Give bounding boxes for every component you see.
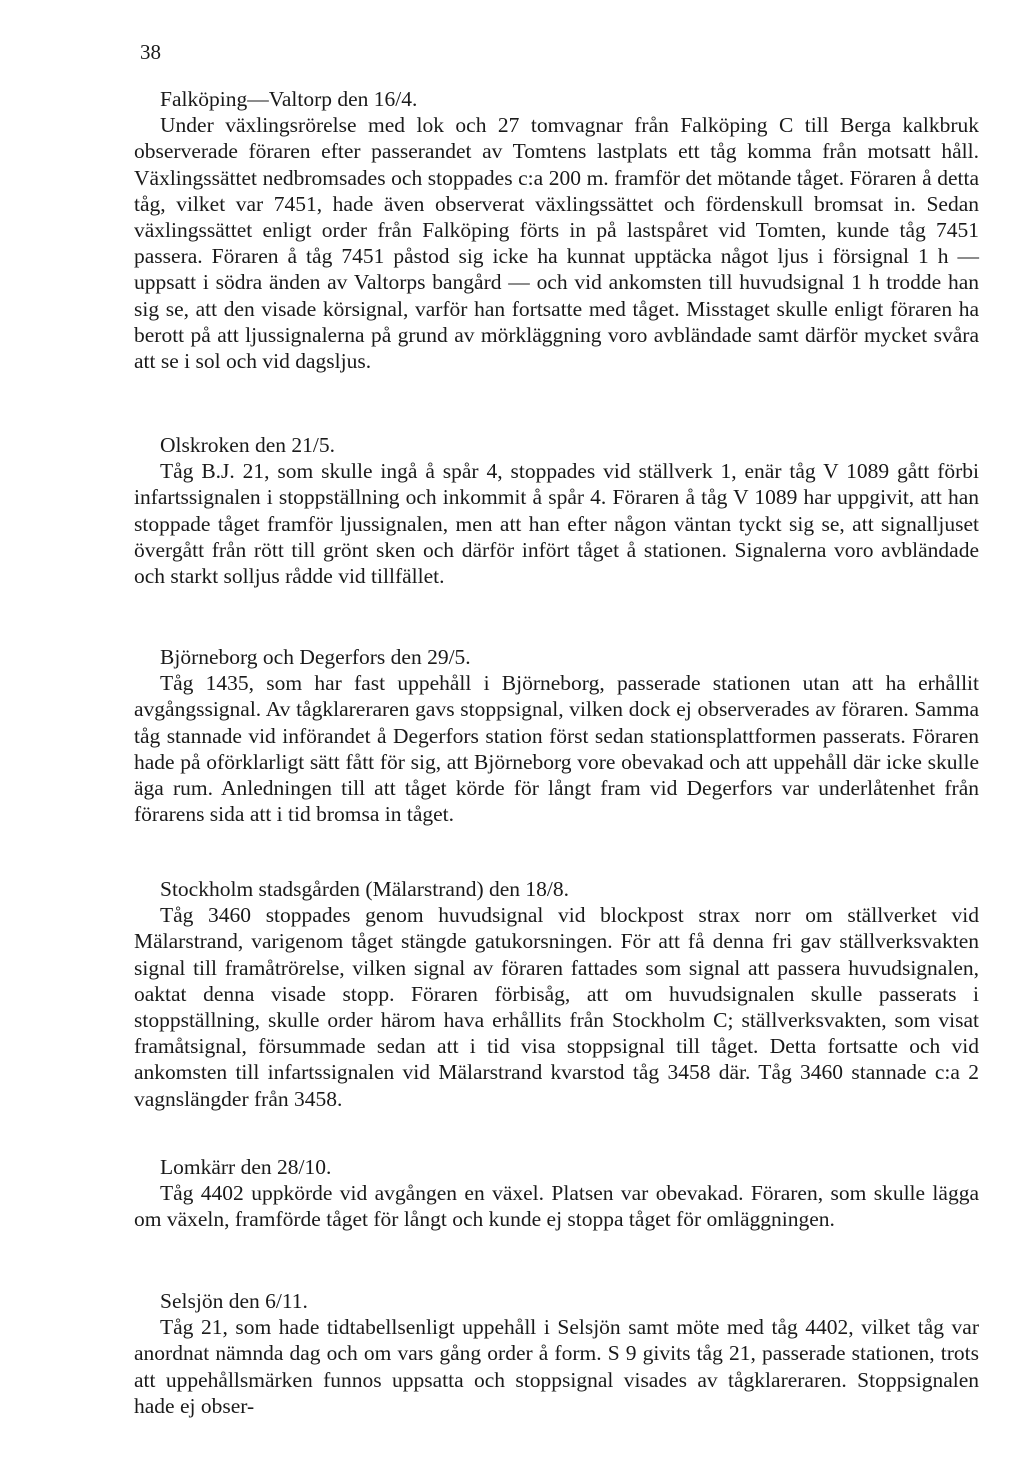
entry-body: Tåg 3460 stoppades genom huvudsignal vid blockpost strax norr om ställverket vid Mälarstrand, varigenom tåget stängde gatukorsningen. För att få denna fri gav ställverksvakten signal till framåtrörelse, vilken signal av föraren fattades som signal att passera huvudsignalen, oaktat denna visade stopp. Föraren förbisåg, att om huvudsignalen skulle passerats i stoppställning, skulle order härom hava erhållits från Stockholm C; ställverksvakten, som visat framåtsignal, försummade sedan att i tid visa stoppsignal till tåget. Detta fortsatte och vid ankomsten till infartssignalen vid Mälarstrand kvarstod tåg 3458 där. Tåg 3460 stannade c:a 2 vagnslängder från 3458.: [134, 903, 979, 1111]
entry-heading: Olskroken den 21/5.: [160, 433, 335, 457]
entry-heading: Falköping—Valtorp den 16/4.: [160, 87, 418, 111]
page-number: 38: [140, 40, 161, 64]
entry-body: Under växlingsrörelse med lok och 27 tomvagnar från Falköping C till Berga kalkbruk observerade föraren efter passerandet av Tomtens lastplats ett tåg komma från motsatt håll. Växlingssättet nedbromsades och stoppades c:a 200 m. framför det mötande tåget. Föraren å detta tåg, vilket var 7451, hade även observerat växlingssättet och fördenskull bromsat in. Sedan växlingssättet enligt order från Falköping förts in på lastspåret vid Tomten, kunde tåg 7451 passera. Föraren å tåg 7451 påstod sig icke ha kunnat upptäcka något ljus i försignal 1 h — uppsatt i södra änden av Valtorps bangård — och vid ankomsten till huvudsignal 1 h trodde han sig se, att den visade körsignal, varför han fortsatte med tåget. Misstaget skulle enligt föraren ha berott på att ljussignalerna på grund av mörkläggning voro avbländade samt därför mycket svåra att se i sol och vid dagsljus.: [134, 113, 979, 374]
incident-entry-selsjon: [134, 1288, 979, 1419]
entry-body: Tåg B.J. 21, som skulle ingå å spår 4, stoppades vid ställverk 1, enär tåg V 1089 gått förbi infartssignalen i stoppställning och inkommit å spår 4. Föraren å tåg V 1089 har uppgivit, att han stoppade tåget framför ljussignalen, men att han efter någon väntan tyckt sig se, att signalljuset övergått från rött till grönt sken och därför infört tåget å stationen. Signalerna voro avbländade och starkt solljus rådde vid tillfället.: [134, 459, 979, 589]
entry-body: Tåg 4402 uppkörde vid avgången en växel. Platsen var obevakad. Föraren, som skulle lägga om växeln, framförde tåget för långt och kunde ej stoppa tåget för omläggningen.: [134, 1181, 979, 1232]
entry-body: Tåg 1435, som har fast uppehåll i Björneborg, passerade stationen utan att ha erhållit avgångssignal. Av tågklareraren gavs stoppsignal, vilken dock ej observerades av föraren. Samma tåg stannade vid införandet å Degerfors station först sedan stationsplattformen passerats. Föraren hade på oförklarligt sätt fått för sig, att Björneborg vore obevakad och att uppehåll där icke skulle äga rum. Anledningen till att tåget körde för långt fram vid Degerfors var underlåtenhet från förarens sida att i tid bromsa in tåget.: [134, 671, 979, 827]
incident-entry-bjorneborg-degerfors: [134, 644, 979, 827]
entry-heading: Lomkärr den 28/10.: [160, 1155, 332, 1179]
incident-entry-lomkarr: [134, 1154, 979, 1233]
entry-heading: Björneborg och Degerfors den 29/5.: [160, 645, 471, 669]
entry-heading: Selsjön den 6/11.: [160, 1289, 308, 1313]
incident-entry-olskroken: [134, 432, 979, 589]
entry-heading: Stockholm stadsgården (Mälarstrand) den 18/8.: [160, 877, 570, 901]
incident-entry-stockholm-stadsgarden: [134, 876, 979, 1112]
incident-entry-falkoping-valtorp: [134, 86, 979, 374]
entry-body: Tåg 21, som hade tidtabellsenligt uppehåll i Selsjön samt möte med tåg 4402, vilket tåg var anordnat nämnda dag och om vars gång order å form. S 9 givits tåg 21, passerade stationen, trots att uppehållsmärken funnos uppsatta och stoppsignal visades av tågklareraren. Stoppsignalen hade ej obser-: [134, 1315, 979, 1418]
